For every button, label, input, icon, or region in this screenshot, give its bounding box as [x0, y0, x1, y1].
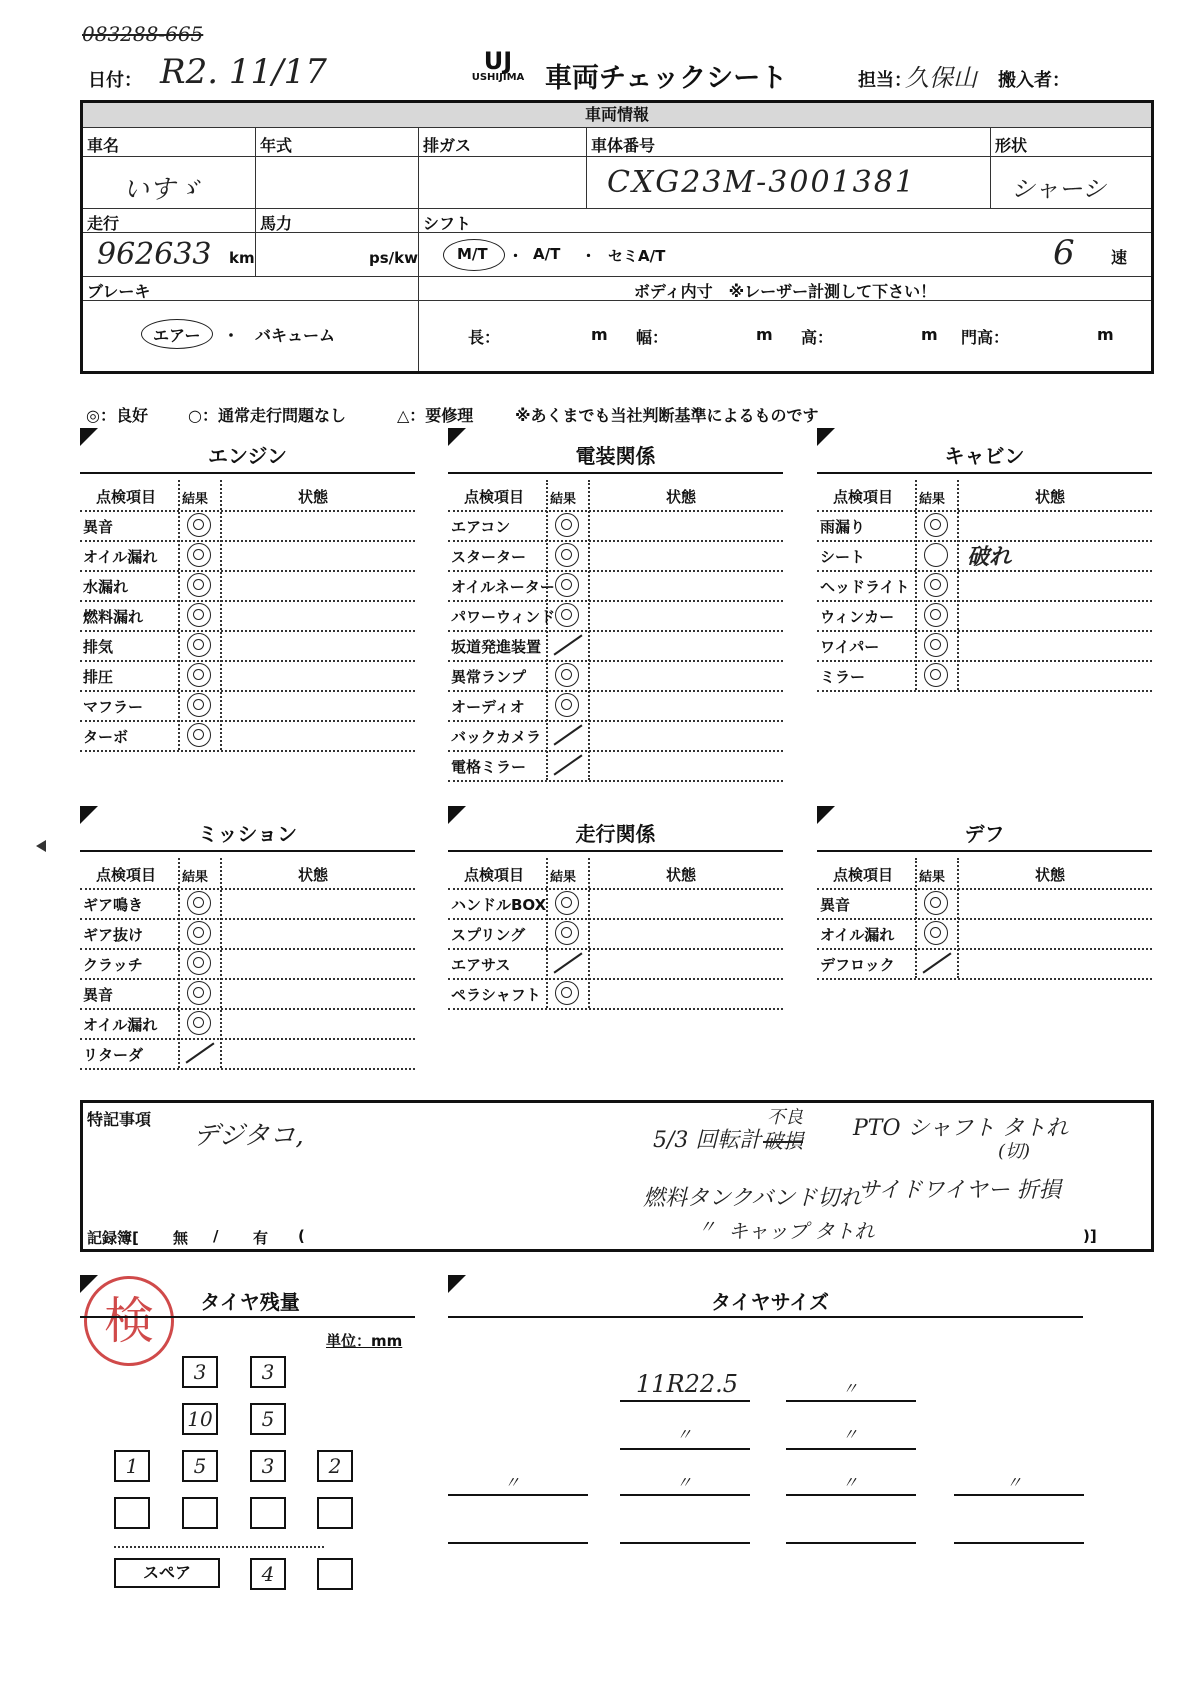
check-item: ミラー — [820, 668, 866, 686]
date-value: R2. 11/17 — [160, 52, 327, 92]
header-result: 結果 — [550, 870, 577, 885]
tire-box-r3-4: 2 — [317, 1450, 353, 1482]
body-size-label: ボディ内寸 ※レーザー計測して下さい！ — [633, 282, 937, 301]
cabin-table — [817, 480, 1152, 690]
not-applicable-mark — [554, 754, 583, 775]
table-row — [80, 690, 415, 722]
good-mark — [924, 663, 948, 687]
header-item: 点検項目 — [96, 866, 157, 884]
logo-text: USHIJIMA — [471, 72, 525, 83]
good-mark — [187, 921, 211, 945]
table-row — [448, 630, 783, 662]
tire-remain-rule — [80, 1316, 415, 1318]
check-item: ヘッドライト — [820, 578, 910, 596]
header-state: 状態 — [1035, 866, 1066, 884]
electrical-rule — [448, 472, 783, 474]
header-item: 点検項目 — [464, 488, 525, 506]
header-result: 結果 — [182, 492, 209, 507]
check-item: エアサス — [451, 956, 511, 974]
good-mark — [555, 663, 579, 687]
tire-box-r2-2: 5 — [250, 1403, 286, 1435]
cabin-rule — [817, 472, 1152, 474]
tire-size-title: タイヤサイズ — [711, 1290, 829, 1314]
table-row — [817, 888, 1152, 920]
brake-vacuum: バキューム — [255, 326, 336, 345]
legend-note: ※あくまでも当社判断基準によるものです — [515, 406, 819, 425]
good-mark — [555, 543, 579, 567]
shift-dot-1: ・ — [508, 247, 524, 265]
tire-remain-flag — [80, 1275, 98, 1293]
gate-height-label: 門高： — [961, 328, 1010, 347]
good-mark — [187, 891, 211, 915]
table-header — [448, 480, 783, 512]
staff-value: 久保山 — [905, 64, 977, 92]
spare-value: 4 — [250, 1558, 286, 1590]
tire-box-r4-3 — [250, 1497, 286, 1529]
check-item: 坂道発進装置 — [451, 638, 542, 656]
engine-table — [80, 480, 415, 750]
diff-table — [817, 858, 1152, 978]
not-applicable-mark — [554, 952, 583, 973]
table-row — [80, 510, 415, 542]
table-row — [80, 1008, 415, 1040]
table-row — [80, 948, 415, 980]
mission-table — [80, 858, 415, 1068]
good-mark — [924, 573, 948, 597]
date-label: 日付： — [88, 70, 142, 91]
table-row — [448, 720, 783, 752]
check-state: 破れ — [967, 544, 1012, 570]
check-item: ギア鳴き — [83, 896, 144, 914]
not-applicable-mark — [923, 952, 952, 973]
header-item: 点検項目 — [96, 488, 157, 506]
engine-title: エンジン — [208, 444, 287, 468]
logo-mark: UJ — [483, 47, 513, 75]
running-flag — [448, 806, 466, 824]
electrical-flag — [448, 428, 466, 446]
tire-size-line-r3b — [620, 1494, 750, 1496]
tire-size-rule — [448, 1316, 1083, 1318]
tire-size-r1b: 〃 — [842, 1379, 859, 1398]
tire-size-line-r3d — [954, 1494, 1084, 1496]
table-row — [448, 948, 783, 980]
tire-size-r3b: 〃 — [676, 1473, 693, 1492]
check-item: 異音 — [83, 518, 114, 536]
check-item: ギア抜け — [83, 926, 144, 944]
table-row — [448, 510, 783, 542]
check-item: エアコン — [451, 518, 511, 536]
table-row — [817, 510, 1152, 542]
chassis-value: CXG23M-3001381 — [607, 165, 916, 200]
not-applicable-mark — [186, 1042, 215, 1063]
table-row — [80, 1038, 415, 1070]
tire-box-r3-1: 1 — [114, 1450, 150, 1482]
length-unit: m — [591, 325, 608, 344]
tire-remain-unit: 単位：mm — [326, 1332, 403, 1350]
table-row — [448, 750, 783, 782]
good-mark — [555, 603, 579, 627]
check-item: ペラシャフト — [451, 986, 541, 1004]
brake-label: ブレーキ — [87, 282, 151, 301]
table-row — [817, 570, 1152, 602]
height-unit: m — [921, 325, 938, 344]
record-none: 無 — [173, 1229, 189, 1247]
good-mark — [924, 921, 948, 945]
tire-size-line-r1a — [620, 1400, 750, 1402]
header-state: 状態 — [1035, 488, 1066, 506]
remarks-note-pto: PTO シャフト タトれ — [853, 1116, 1069, 1141]
check-item: クラッチ — [83, 956, 143, 974]
mission-flag — [80, 806, 98, 824]
tire-size-flag — [448, 1275, 466, 1293]
record-open: ( — [298, 1227, 305, 1245]
check-item: オイル漏れ — [83, 548, 158, 566]
record-close: )] — [1083, 1227, 1097, 1245]
table-row — [448, 690, 783, 722]
remarks-box — [80, 1100, 1154, 1252]
tire-box-r1-2: 3 — [250, 1356, 286, 1388]
remarks-note-cap: キャップ タトれ — [728, 1219, 875, 1243]
mission-title: ミッション — [197, 822, 298, 846]
shift-dot-2: ・ — [581, 247, 597, 265]
maker-value: いすゞ — [123, 175, 202, 205]
check-item: パワーウィンド — [451, 608, 556, 626]
check-item: スターター — [451, 548, 527, 566]
staff-label: 担当： — [858, 70, 912, 91]
legend-good: ◎：良好 — [86, 406, 148, 425]
tire-size-line-r2b — [786, 1448, 916, 1450]
header-result: 結果 — [182, 870, 209, 885]
legend-repair: △：要修理 — [397, 406, 474, 425]
record-yes: 有 — [253, 1229, 269, 1247]
table-row — [448, 978, 783, 1010]
good-mark — [924, 603, 948, 627]
header-state: 状態 — [298, 866, 329, 884]
power-label: 馬力 — [260, 214, 293, 233]
good-mark — [187, 603, 211, 627]
remarks-note-ditto: 〃 — [698, 1217, 716, 1238]
table-header — [817, 480, 1152, 512]
header-item: 点検項目 — [833, 866, 894, 884]
record-label: 記録簿[ — [87, 1229, 139, 1247]
good-mark — [555, 891, 579, 915]
check-item: ウィンカー — [820, 608, 895, 626]
good-mark — [924, 891, 948, 915]
table-row — [448, 918, 783, 950]
tire-size-line-r4d — [954, 1542, 1084, 1544]
good-mark — [555, 573, 579, 597]
remarks-note-digitaco: デジタコ, — [193, 1121, 304, 1151]
check-item: 雨漏り — [820, 518, 866, 536]
good-mark — [924, 633, 948, 657]
tire-size-r2a: 〃 — [676, 1425, 693, 1444]
table-row — [448, 600, 783, 632]
remarks-note-pto-sub: (切) — [998, 1141, 1031, 1162]
tire-size-line-r4b — [620, 1542, 750, 1544]
table-header — [80, 480, 415, 512]
running-table — [448, 858, 783, 1008]
brake-air: エアー — [153, 326, 201, 345]
check-item: 異音 — [820, 896, 851, 914]
ok-mark — [924, 543, 948, 567]
table-row — [80, 660, 415, 692]
cabin-title: キャビン — [944, 444, 1025, 468]
good-mark — [187, 573, 211, 597]
speed-unit: 速 — [1111, 248, 1128, 267]
record-slash: / — [213, 1227, 219, 1245]
electrical-title: 電装関係 — [575, 444, 656, 468]
running-rule — [448, 850, 783, 852]
table-row — [817, 540, 1152, 572]
mileage-label: 走行 — [87, 214, 120, 233]
shift-semi: セミA/T — [608, 247, 666, 265]
check-item: シート — [820, 548, 866, 566]
header-item: 点検項目 — [833, 488, 894, 506]
carrier-label: 搬入者： — [998, 70, 1070, 91]
tire-box-r2-1: 10 — [182, 1403, 218, 1435]
header-result: 結果 — [919, 870, 946, 885]
check-item: デフロック — [820, 956, 895, 974]
width-unit: m — [756, 325, 773, 344]
ushijima-logo — [470, 47, 526, 83]
good-mark — [187, 633, 211, 657]
tire-box-r4-2 — [182, 1497, 218, 1529]
good-mark — [187, 693, 211, 717]
tire-box-r4-1 — [114, 1497, 150, 1529]
table-row — [80, 978, 415, 1010]
check-item: オイル漏れ — [83, 1016, 158, 1034]
shift-label: シフト — [423, 214, 472, 233]
remarks-label: 特記事項 — [87, 1110, 152, 1129]
check-item: オイルネーター — [451, 578, 555, 596]
check-item: 排圧 — [83, 668, 114, 686]
inspection-stamp: 検 — [84, 1276, 174, 1366]
table-row — [448, 540, 783, 572]
engine-flag — [80, 428, 98, 446]
length-label: 長： — [468, 328, 501, 347]
shape-value: シャーシ — [1011, 175, 1107, 203]
good-mark — [555, 981, 579, 1005]
electrical-table — [448, 480, 783, 780]
tire-size-r1a: 11R22.5 — [636, 1370, 739, 1398]
good-mark — [555, 693, 579, 717]
tire-box-r1-1: 3 — [182, 1356, 218, 1388]
remarks-note-side-wiper: サイドワイヤー 折損 — [858, 1178, 1061, 1203]
running-title: 走行関係 — [575, 822, 656, 846]
header-item: 点検項目 — [464, 866, 525, 884]
page-title: 車両チェックシート — [545, 63, 788, 94]
tire-size-line-r1b — [786, 1400, 916, 1402]
tire-size-r3a: 〃 — [504, 1473, 521, 1492]
table-row — [80, 630, 415, 662]
good-mark — [187, 951, 211, 975]
remarks-note-tachometer: 5/3 回転計 — [653, 1128, 762, 1153]
table-row — [80, 600, 415, 632]
height-label: 高： — [801, 328, 834, 347]
struck-number: 083288-665 — [82, 22, 204, 46]
check-item: ターボ — [83, 728, 129, 746]
diff-flag — [817, 806, 835, 824]
table-row — [80, 570, 415, 602]
shift-mt: M/T — [457, 245, 488, 263]
table-header — [448, 858, 783, 890]
good-mark — [187, 981, 211, 1005]
header-state: 状態 — [298, 488, 329, 506]
tire-box-r3-3: 3 — [250, 1450, 286, 1482]
remarks-note-insert: 不良 — [767, 1107, 803, 1128]
header-state: 状態 — [666, 488, 697, 506]
check-item: オイル漏れ — [820, 926, 895, 944]
gate-height-unit: m — [1097, 325, 1114, 344]
tire-size-line-r4c — [786, 1542, 916, 1544]
spare-label: スペア — [114, 1558, 220, 1588]
check-item: ハンドルBOX — [451, 896, 547, 914]
check-item: バックカメラ — [451, 728, 542, 746]
check-item: オーディオ — [451, 698, 525, 716]
vehicle-info-box — [80, 100, 1154, 374]
table-header — [817, 858, 1152, 890]
check-item: リターダ — [83, 1046, 144, 1064]
remarks-note-fuel-band: 燃料タンクバンド切れ — [643, 1186, 862, 1211]
good-mark — [187, 663, 211, 687]
tire-size-line-r4a — [448, 1542, 588, 1544]
good-mark — [187, 1011, 211, 1035]
power-unit: ps/kw — [369, 249, 418, 267]
tire-remain-title: タイヤ残量 — [200, 1290, 300, 1314]
chassis-label: 車体番号 — [591, 136, 656, 155]
table-row — [817, 600, 1152, 632]
not-applicable-mark — [554, 634, 583, 655]
good-mark — [924, 513, 948, 537]
check-item: マフラー — [83, 698, 144, 716]
year-label: 年式 — [260, 136, 293, 155]
margin-arrow-icon — [36, 840, 46, 852]
speed-value: 6 — [1053, 233, 1075, 273]
good-mark — [187, 543, 211, 567]
check-item: 異音 — [83, 986, 114, 1004]
table-row — [817, 630, 1152, 662]
check-item: 燃料漏れ — [83, 608, 144, 626]
tire-size-r2b: 〃 — [842, 1425, 859, 1444]
shape-label: 形状 — [995, 136, 1028, 155]
vehicle-info-title: 車両情報 — [83, 103, 1151, 128]
tire-size-line-r3a — [448, 1494, 588, 1496]
table-row — [80, 540, 415, 572]
tire-size-r3c: 〃 — [842, 1473, 859, 1492]
brake-dot: ・ — [223, 326, 240, 345]
table-row — [817, 948, 1152, 980]
tire-box-r4-4 — [317, 1497, 353, 1529]
engine-rule — [80, 472, 415, 474]
table-row — [448, 660, 783, 692]
check-item: 電格ミラー — [451, 758, 527, 776]
table-row — [80, 888, 415, 920]
legend-ok: ○：通常走行問題なし — [188, 406, 346, 425]
maker-label: 車名 — [87, 136, 120, 155]
emission-label: 排ガス — [423, 136, 472, 155]
mileage-unit: km — [229, 249, 255, 267]
check-item: スプリング — [451, 926, 526, 944]
tire-size-r3d: 〃 — [1006, 1473, 1023, 1492]
table-row — [80, 720, 415, 752]
good-mark — [555, 921, 579, 945]
mission-rule — [80, 850, 415, 852]
header-result: 結果 — [919, 492, 946, 507]
mileage-value: 962633 — [97, 237, 212, 272]
spare-box-empty — [317, 1558, 353, 1590]
diff-title: デフ — [964, 822, 1005, 846]
shift-at: A/T — [533, 245, 561, 263]
good-mark — [555, 513, 579, 537]
table-row — [80, 918, 415, 950]
width-label: 幅： — [636, 328, 669, 347]
good-mark — [187, 723, 211, 747]
tire-size-line-r3c — [786, 1494, 916, 1496]
table-header — [80, 858, 415, 890]
check-item: 水漏れ — [83, 578, 129, 596]
spare-divider — [114, 1546, 324, 1548]
check-item: 異常ランプ — [451, 668, 527, 686]
check-item: 排気 — [83, 638, 114, 656]
check-item: ワイパー — [820, 638, 880, 656]
header-state: 状態 — [666, 866, 697, 884]
table-row — [448, 570, 783, 602]
diff-rule — [817, 850, 1152, 852]
cabin-flag — [817, 428, 835, 446]
tire-box-r3-2: 5 — [182, 1450, 218, 1482]
header-result: 結果 — [550, 492, 577, 507]
tire-size-line-r2a — [620, 1448, 750, 1450]
remarks-note-struck: 破損 — [763, 1129, 803, 1153]
table-row — [817, 660, 1152, 692]
not-applicable-mark — [554, 724, 583, 745]
table-row — [448, 888, 783, 920]
table-row — [817, 918, 1152, 950]
good-mark — [187, 513, 211, 537]
